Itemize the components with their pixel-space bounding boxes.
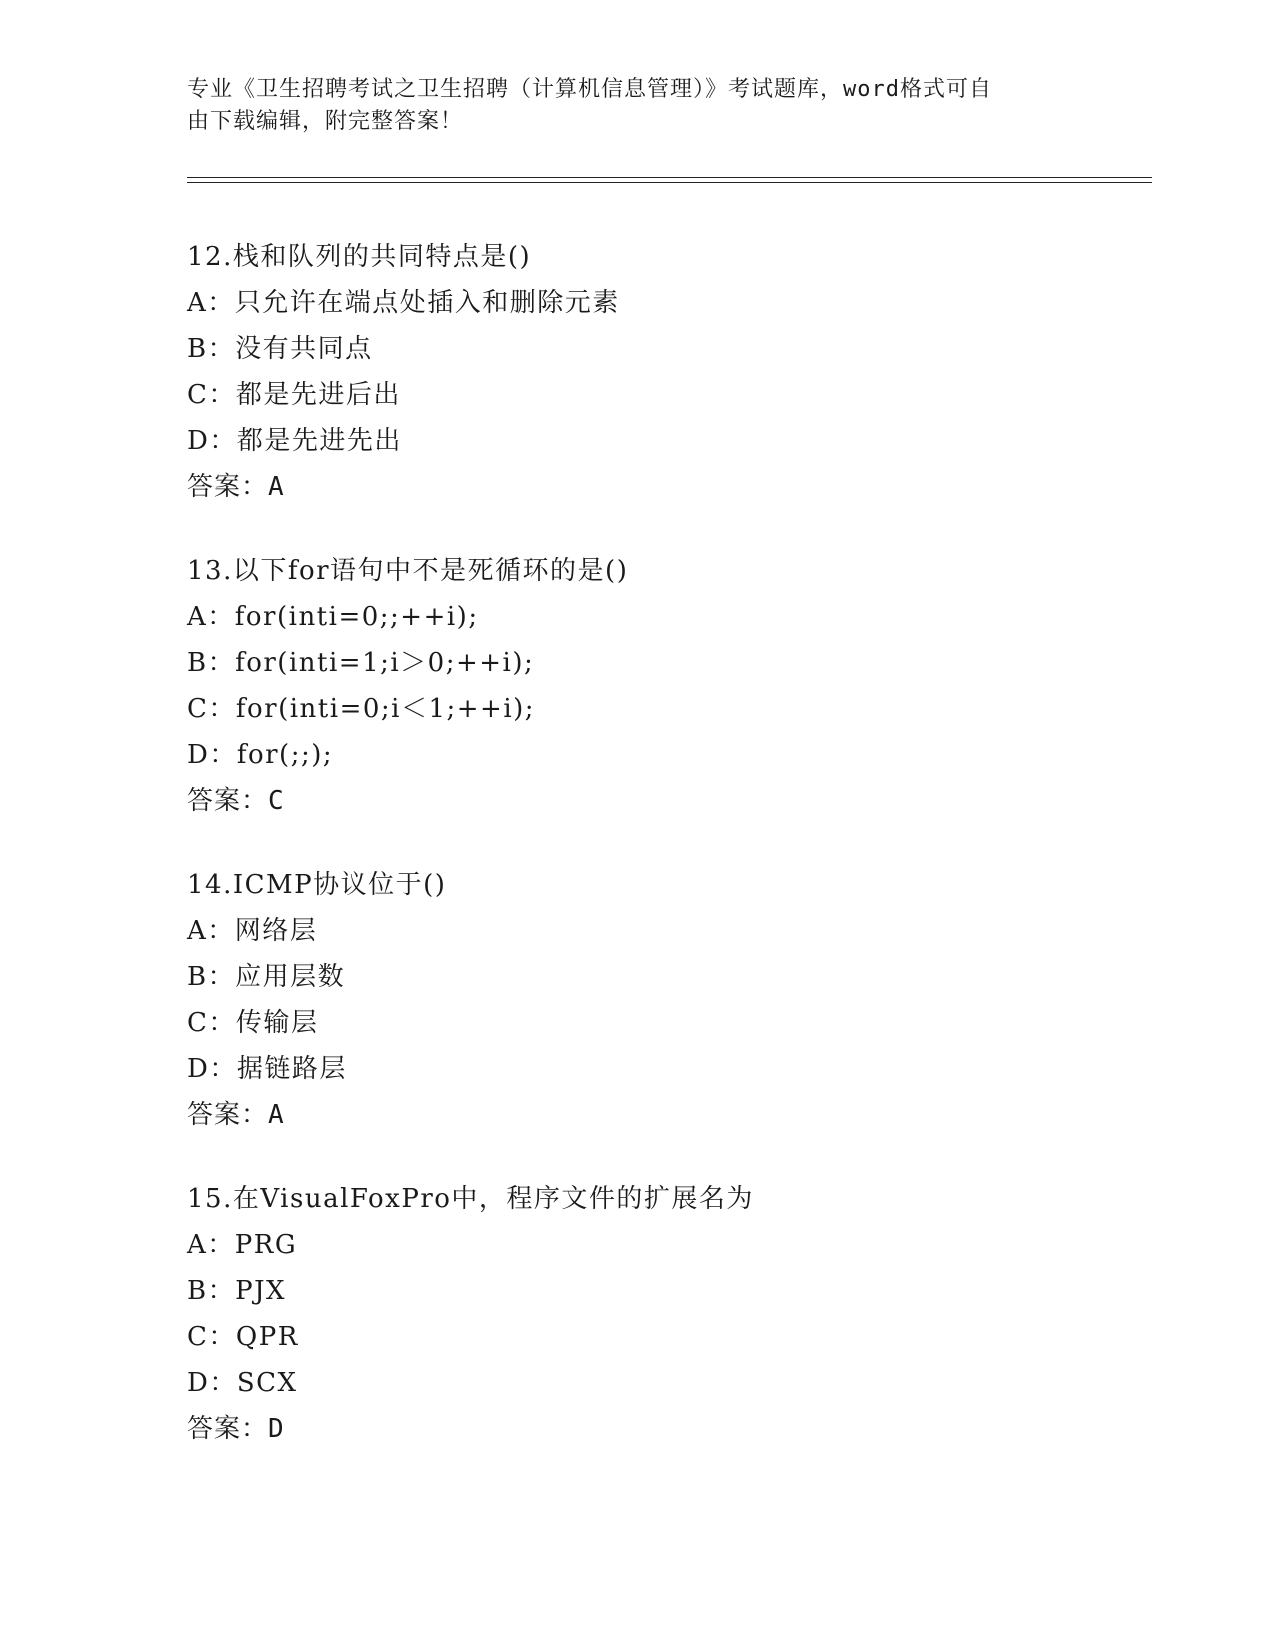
option-a: A：只允许在端点处插入和删除元素 [187,288,620,318]
question-13 [187,548,1147,824]
option-d: D：据链路层 [187,1054,347,1084]
option-b: B：for(inti=1;i＞0;++i); [187,648,535,678]
option-b: B：应用层数 [187,962,346,992]
option-c: C：传输层 [187,1008,319,1038]
option-d: D：for(;;); [187,740,334,770]
option-d: D：都是先进先出 [187,426,402,456]
option-b: B：没有共同点 [187,334,373,364]
option-a: A：网络层 [187,916,318,946]
document-header [187,74,1087,138]
answer-label: 答案：D [187,1414,285,1444]
answer-label: 答案：C [187,786,285,816]
question-12 [187,234,1147,510]
option-b: B：PJX [187,1276,287,1306]
answer-label: 答案：A [187,1100,285,1130]
option-c: C：QPR [187,1322,299,1352]
answer-label: 答案：A [187,472,285,502]
header-divider-top [187,177,1152,178]
question-stem: 12.栈和队列的共同特点是() [187,242,532,272]
question-stem: 14.ICMP协议位于() [187,870,447,900]
header-line-2: 由下载编辑，附完整答案！ [187,109,464,134]
option-c: C：都是先进后出 [187,380,401,410]
option-c: C：for(inti=0;i＜1;++i); [187,694,536,724]
option-a: A：for(inti=0;;++i); [187,602,479,632]
option-d: D：SCX [187,1368,298,1398]
question-stem: 13.以下for语句中不是死循环的是() [187,556,629,586]
header-divider-bottom [187,182,1152,183]
question-14 [187,862,1147,1138]
header-line-1: 专业《卫生招聘考试之卫生招聘（计算机信息管理）》考试题库，word格式可自 [187,77,992,102]
question-stem: 15.在VisualFoxPro中，程序文件的扩展名为 [187,1184,754,1214]
question-list [187,234,1147,1490]
question-15 [187,1176,1147,1452]
option-a: A：PRG [187,1230,298,1260]
